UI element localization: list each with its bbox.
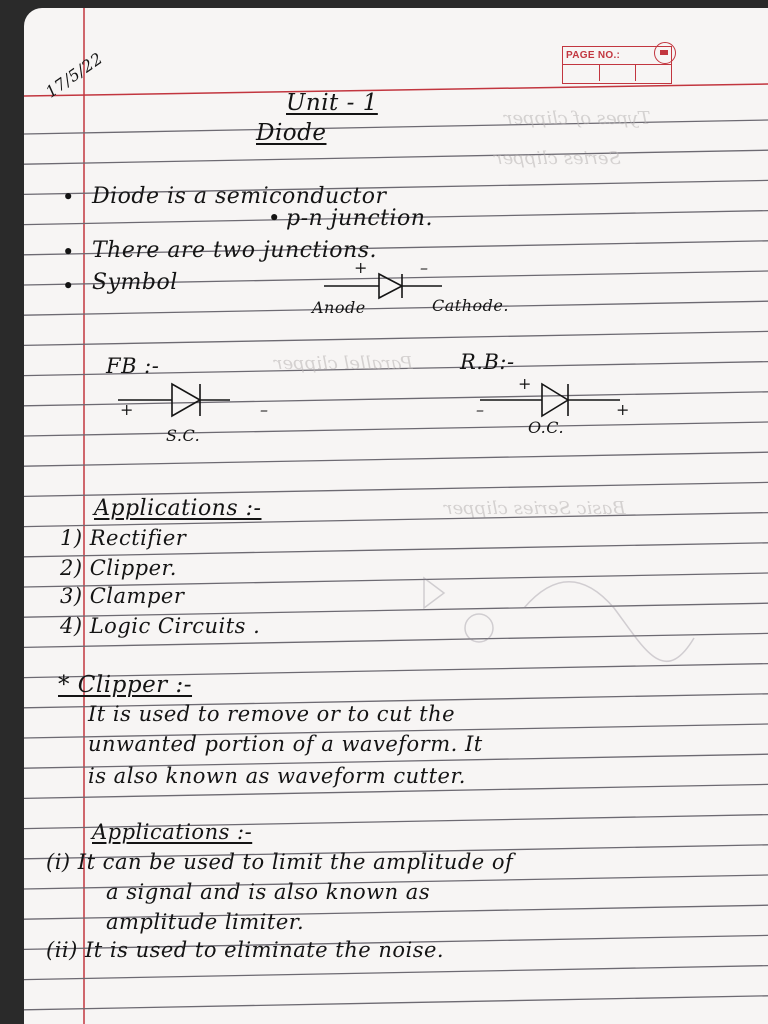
bullet-1-text: Diode is a semiconductor	[92, 184, 387, 209]
ruled-line	[24, 150, 768, 164]
clipper-definition-line: unwanted portion of a waveform. It	[88, 732, 483, 756]
rb-plus-sign: +	[518, 374, 532, 393]
fb-minus-sign: –	[260, 400, 269, 419]
ruled-line	[24, 422, 768, 436]
anode-label: Anode	[312, 298, 366, 317]
clipper-application-line: amplitude limiter.	[106, 910, 305, 934]
brand-logo-icon	[654, 42, 676, 64]
ruled-line	[24, 966, 768, 980]
application-item: 4) Logic Circuits .	[60, 614, 261, 638]
clipper-applications-heading: Applications :-	[92, 820, 253, 844]
clipper-application-line: a signal and is also known as	[106, 880, 431, 904]
header-line	[24, 84, 768, 96]
forward-bias-diode-icon	[118, 378, 268, 418]
bleed-through-text: Types of clipper	[504, 108, 651, 129]
cathode-minus-sign: –	[420, 258, 429, 277]
notebook-page	[24, 8, 768, 1024]
reverse-bias-label: R.B:-	[460, 350, 515, 374]
clipper-definition-line: It is used to remove or to cut the	[88, 702, 456, 726]
anode-plus-sign: +	[354, 258, 368, 277]
unit-title: Unit - 1	[286, 90, 378, 116]
bleed-through-sketch	[324, 568, 684, 698]
reverse-bias-diode-icon	[480, 378, 630, 418]
fb-short-circuit-label: S.C.	[166, 426, 201, 445]
forward-bias-label: FB :-	[106, 354, 160, 378]
bullet-dot: •	[62, 274, 75, 298]
entry-date: 17/5/22	[42, 48, 107, 102]
page-number-label: PAGE NO.:	[566, 50, 621, 61]
applications-heading: Applications :-	[94, 496, 262, 521]
bullet-dot: •	[268, 206, 281, 230]
topic-title: Diode	[256, 120, 327, 146]
clipper-application-line: (ii) It is used to eliminate the noise.	[46, 938, 445, 962]
ruled-line	[24, 120, 768, 134]
rb-plus-right-sign: +	[616, 400, 630, 419]
application-item: 2) Clipper.	[60, 556, 177, 580]
ruled-line	[24, 331, 768, 345]
application-item: 3) Clamper	[60, 584, 185, 608]
bullet-dot: •	[62, 240, 75, 264]
bullet-dot: •	[62, 185, 75, 209]
bullet-2-text: There are two junctions.	[92, 238, 378, 263]
fb-plus-sign: +	[120, 400, 134, 419]
bleed-through-text: Series clipper	[494, 148, 621, 169]
application-item: 1) Rectifier	[60, 526, 187, 550]
clipper-heading: * Clipper :-	[58, 672, 193, 698]
bullet-1-cont: p-n junction.	[286, 206, 433, 231]
clipper-definition-line: is also known as waveform cutter.	[88, 764, 466, 788]
ruled-line	[24, 482, 768, 496]
rb-minus-sign: –	[476, 400, 485, 419]
ruled-line	[24, 452, 768, 466]
bleed-through-text: Parallel clipper	[274, 353, 413, 374]
cathode-label: Cathode.	[432, 296, 509, 315]
clipper-application-line: (i) It can be used to limit the amplitude of	[46, 850, 514, 874]
rb-open-circuit-label: O.C.	[528, 418, 565, 437]
bleed-through-text: Basic Series clipper	[444, 498, 626, 519]
ruled-line	[24, 996, 768, 1010]
bullet-3-text: Symbol	[92, 270, 178, 295]
